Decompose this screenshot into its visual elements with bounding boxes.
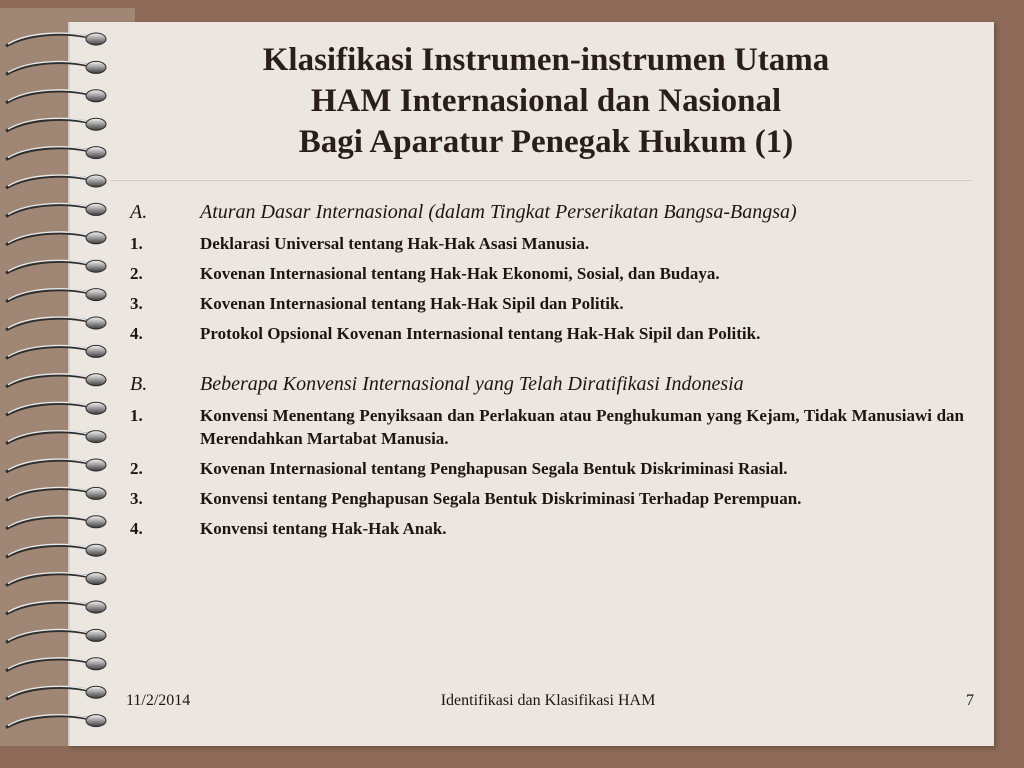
spiral-ring [86, 402, 106, 414]
spiral-ring [86, 345, 106, 357]
spiral-wire [6, 176, 92, 188]
spiral-ring [86, 203, 106, 215]
spiral-wire [6, 574, 92, 586]
spiral-wire [6, 205, 92, 217]
spiral-ring [86, 260, 106, 272]
slide-title [110, 40, 982, 163]
title-line-1: Klasifikasi Instrumen-instrumen Utama [262, 42, 830, 78]
item-text: Konvensi Menentang Penyiksaan dan Perlakuan atau Penghukuman yang Kejam, Tidak Manusiawi dan Merendahkan Martabat Manusia. [200, 406, 964, 448]
slide-content [130, 200, 964, 547]
spiral-wire [6, 63, 92, 75]
spiral-ring [86, 544, 106, 556]
spiral-wire [6, 318, 92, 330]
title-line-3: Bagi Aparatur Penegak Hukum (1) [298, 124, 794, 160]
list-item [130, 404, 964, 450]
spiral-ring [86, 147, 106, 159]
item-number: 4. [130, 324, 143, 343]
list-item [130, 457, 964, 480]
title-line-2: HAM Internasional dan Nasional [310, 83, 782, 119]
item-text: Kovenan Internasional tentang Hak-Hak Ekonomi, Sosial, dan Budaya. [200, 264, 720, 283]
spiral-ring [86, 459, 106, 471]
spiral-wire [6, 631, 92, 643]
section-title: Aturan Dasar Internasional (dalam Tingkat Perserikatan Bangsa-Bangsa) [200, 201, 797, 223]
spiral-wire [6, 34, 92, 46]
footer-date: 11/2/2014 [126, 692, 191, 709]
section-title: Beberapa Konvensi Internasional yang Telah Diratifikasi Indonesia [200, 373, 744, 395]
section-label: A. [130, 201, 148, 223]
item-text: Kovenan Internasional tentang Hak-Hak Sipil dan Politik. [200, 294, 624, 313]
spiral-ring [86, 686, 106, 698]
spiral-wire [6, 602, 92, 614]
spiral-wire [6, 148, 92, 160]
item-number: 3. [130, 489, 143, 508]
footer-title: Identifikasi dan Klasifikasi HAM [440, 692, 656, 709]
item-number: 3. [130, 294, 143, 313]
list-item [130, 292, 964, 315]
list-item [130, 487, 964, 510]
spiral-ring [86, 658, 106, 670]
item-number: 2. [130, 459, 143, 478]
spiral-ring [86, 33, 106, 45]
spiral-ring [86, 232, 106, 244]
spiral-wire [6, 716, 92, 728]
spiral-ring [86, 431, 106, 443]
spiral-wire [6, 261, 92, 273]
spiral-wire [6, 347, 92, 359]
spiral-ring [86, 573, 106, 585]
item-number: 2. [130, 264, 143, 283]
list-item [130, 232, 964, 255]
spiral-ring [86, 516, 106, 528]
item-text: Konvensi tentang Hak-Hak Anak. [200, 519, 447, 538]
spiral-wire [6, 517, 92, 529]
item-text: Konvensi tentang Penghapusan Segala Bentuk Diskriminasi Terhadap Perempuan. [200, 489, 802, 508]
spiral-ring [86, 289, 106, 301]
section-gap [130, 352, 964, 372]
title-divider [110, 180, 972, 181]
item-number: 1. [130, 234, 143, 253]
spiral-wire [6, 687, 92, 699]
item-text: Protokol Opsional Kovenan Internasional tentang Hak-Hak Sipil dan Politik. [200, 324, 761, 343]
spiral-wire [6, 375, 92, 387]
list-item [130, 322, 964, 345]
page-number: 7 [966, 692, 974, 709]
section-label: B. [130, 373, 148, 395]
item-number: 4. [130, 519, 143, 538]
spiral-wire [6, 489, 92, 501]
spiral-binding-icon [0, 24, 112, 740]
spiral-wire [6, 403, 92, 415]
spiral-ring [86, 175, 106, 187]
spiral-ring [86, 715, 106, 727]
spiral-wire [6, 659, 92, 671]
spiral-wire [6, 432, 92, 444]
item-number: 1. [130, 406, 143, 425]
spiral-wire [6, 460, 92, 472]
spiral-ring [86, 601, 106, 613]
spiral-wire [6, 233, 92, 245]
list-item [130, 262, 964, 285]
item-text: Kovenan Internasional tentang Penghapusan Segala Bentuk Diskriminasi Rasial. [200, 459, 788, 478]
spiral-ring [86, 90, 106, 102]
spiral-ring [86, 118, 106, 130]
list-item [130, 517, 964, 540]
spiral-ring [86, 629, 106, 641]
spiral-ring [86, 61, 106, 73]
spiral-wire [6, 545, 92, 557]
spiral-ring [86, 317, 106, 329]
spiral-wire [6, 290, 92, 302]
spiral-ring [86, 374, 106, 386]
spiral-wire [6, 119, 92, 131]
spiral-wire [6, 91, 92, 103]
section-b-heading [130, 372, 964, 396]
section-a-heading [130, 200, 964, 224]
item-text: Deklarasi Universal tentang Hak-Hak Asasi Manusia. [200, 234, 590, 253]
spiral-ring [86, 487, 106, 499]
